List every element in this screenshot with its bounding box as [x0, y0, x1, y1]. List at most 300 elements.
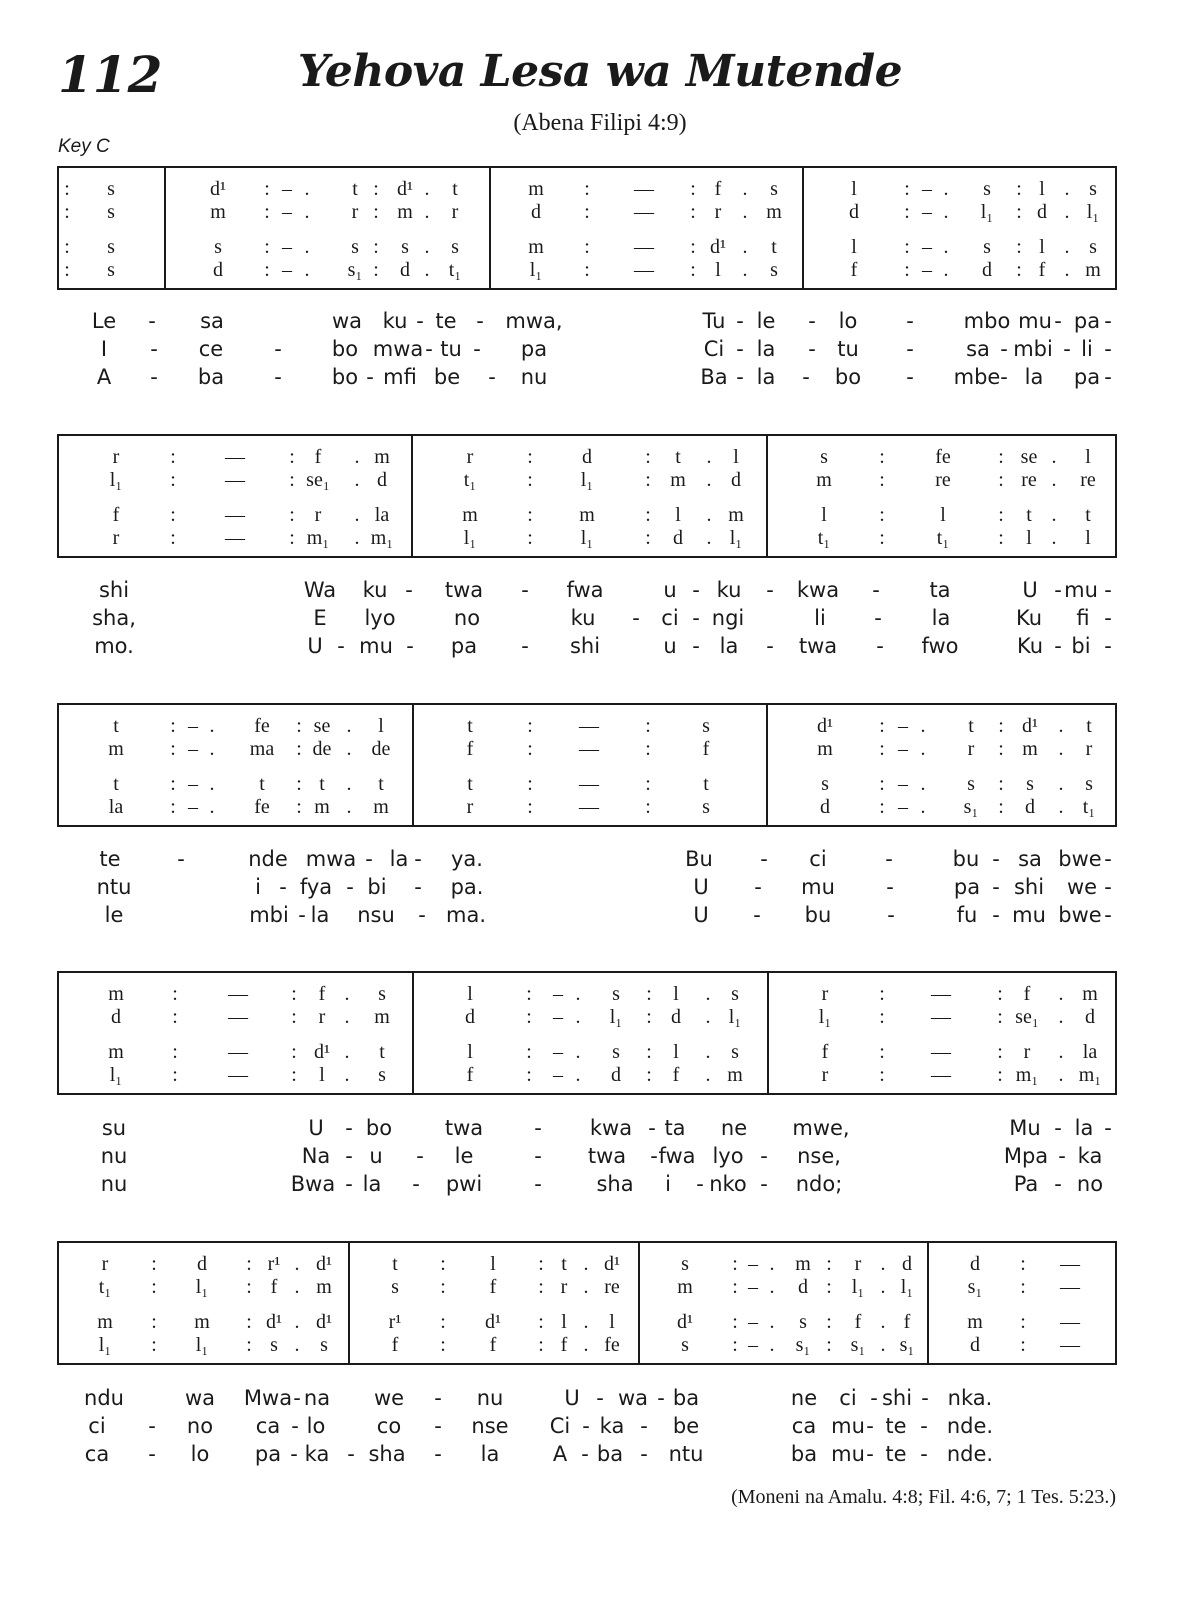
- syllable-hyphen: -: [148, 1414, 156, 1438]
- syllable-hyphen: -: [1104, 309, 1112, 333]
- syllable-hyphen: -: [760, 847, 768, 871]
- solfa-note: .: [880, 1311, 886, 1333]
- solfa-note: —: [579, 796, 599, 818]
- solfa-note: m: [795, 1253, 811, 1275]
- lyric-syllable: twa: [444, 1116, 484, 1140]
- voice-row: [59, 178, 1119, 200]
- lyric-syllable: la: [719, 634, 739, 658]
- solfa-note: :: [997, 1041, 1003, 1063]
- solfa-note: l: [675, 504, 681, 526]
- solfa-note: .: [1051, 446, 1057, 468]
- solfa-note: .: [209, 796, 215, 818]
- solfa-note: d: [611, 1064, 621, 1086]
- solfa-note: s: [107, 201, 115, 223]
- solfa-note: r: [351, 201, 359, 223]
- solfa-note: :: [645, 469, 651, 491]
- lyric-syllable: i: [665, 1172, 671, 1196]
- lyric-syllable: wa: [331, 309, 363, 333]
- solfa-note: s: [770, 178, 778, 200]
- solfa-note: —: [228, 1064, 248, 1086]
- lyric-syllable: shi: [881, 1386, 913, 1410]
- syllable-hyphen: -: [692, 606, 700, 630]
- footnote: (Moneni na Amalu. 4:8; Fil. 4:6, 7; 1 Tes. 5:23.): [731, 1486, 1116, 1508]
- lyric-syllable: Bu: [685, 847, 713, 871]
- solfa-note: m: [374, 1006, 390, 1028]
- syllable-hyphen: -: [488, 365, 496, 389]
- lyric-syllable: le: [104, 903, 124, 927]
- solfa-note: .: [1058, 1006, 1064, 1028]
- solfa-note: m: [108, 738, 124, 760]
- solfa-note: :: [289, 469, 295, 491]
- lyric-syllable: nko: [709, 1172, 747, 1196]
- solfa-note: :: [246, 1253, 252, 1275]
- lyric-syllable: mu: [831, 1414, 865, 1438]
- solfa-note: .: [1058, 983, 1064, 1005]
- solfa-note: d: [1037, 201, 1047, 223]
- solfa-note: f: [466, 738, 474, 760]
- solfa-note: .: [294, 1276, 300, 1298]
- solfa-note: f: [391, 1334, 399, 1356]
- lyric-line: [0, 845, 1200, 873]
- solfa-note: :: [526, 1006, 532, 1028]
- solfa-note: .: [742, 201, 748, 223]
- solfa-note: .: [304, 236, 310, 258]
- lyric-syllable: ci: [839, 1386, 857, 1410]
- syllable-hyphen: -: [1104, 903, 1112, 927]
- solfa-note: m: [373, 796, 389, 818]
- solfa-note: —: [225, 527, 245, 549]
- solfa-note: .: [294, 1253, 300, 1275]
- solfa-note: .: [705, 983, 711, 1005]
- solfa-note: :: [645, 446, 651, 468]
- solfa-note: d¹: [710, 236, 726, 258]
- solfa-note: .: [1058, 796, 1064, 818]
- solfa-note: m: [210, 201, 226, 223]
- lyric-syllable: la: [480, 1442, 500, 1466]
- solfa-note: .: [583, 1334, 589, 1356]
- lyric-syllable: pa: [254, 1442, 282, 1466]
- solfa-note: :: [170, 504, 176, 526]
- solfa-note: :: [538, 1276, 544, 1298]
- solfa-note: fe: [935, 446, 951, 468]
- solfa-note: d: [673, 527, 683, 549]
- lyric-syllable: mu: [831, 1442, 865, 1466]
- solfa-note: :: [296, 715, 302, 737]
- solfa-note: d¹: [316, 1253, 332, 1275]
- solfa-note: :: [527, 738, 533, 760]
- solfa-note: :: [997, 1064, 1003, 1086]
- solfa-note: :: [246, 1334, 252, 1356]
- syllable-hyphen: -: [476, 309, 484, 333]
- solfa-note: d: [902, 1253, 912, 1275]
- solfa-note: d: [531, 201, 541, 223]
- solfa-note: m₁: [1078, 1064, 1102, 1086]
- lyric-syllable: kwa: [589, 1116, 633, 1140]
- syllable-hyphen: -: [866, 1442, 874, 1466]
- syllable-hyphen: -: [736, 309, 744, 333]
- syllable-hyphen: -: [640, 1442, 648, 1466]
- solfa-note: .: [769, 1311, 775, 1333]
- solfa-note: .: [304, 178, 310, 200]
- syllable-hyphen: -: [473, 337, 481, 361]
- syllable-hyphen: -: [1054, 578, 1062, 602]
- lyric-syllable: lo: [306, 1414, 326, 1438]
- solfa-note: r¹: [388, 1311, 402, 1333]
- solfa-note: l: [1039, 236, 1045, 258]
- syllable-hyphen: -: [1104, 606, 1112, 630]
- solfa-note: d¹: [314, 1041, 330, 1063]
- lyric-syllable: mbi: [249, 903, 289, 927]
- solfa-note: s: [378, 1064, 386, 1086]
- lyric-syllable: li: [1081, 337, 1093, 361]
- solfa-note: m: [108, 983, 124, 1005]
- solfa-note: l₁: [529, 259, 543, 281]
- lyric-syllable: lyo: [364, 606, 396, 630]
- lyric-syllable: la: [362, 1172, 382, 1196]
- solfa-note: :: [645, 738, 651, 760]
- syllable-hyphen: -: [920, 1442, 928, 1466]
- solfa-note: :: [64, 236, 70, 258]
- lyric-syllable: co: [376, 1414, 402, 1438]
- solfa-note: m: [967, 1311, 983, 1333]
- solfa-note: l: [1026, 527, 1032, 549]
- solfa-note: d: [798, 1276, 808, 1298]
- solfa-note: :: [527, 504, 533, 526]
- solfa-note: t: [968, 715, 974, 737]
- solfa-note: —: [931, 1064, 951, 1086]
- solfa-note: :: [291, 1006, 297, 1028]
- solfa-note: m: [817, 738, 833, 760]
- solfa-note: —: [225, 446, 245, 468]
- lyric-syllable: tu: [440, 337, 462, 361]
- syllable-hyphen: -: [1000, 365, 1008, 389]
- solfa-note: l₁: [195, 1334, 209, 1356]
- lyric-syllable: kwa: [796, 578, 840, 602]
- syllable-hyphen: -: [1104, 634, 1112, 658]
- solfa-note: :: [170, 773, 176, 795]
- solfa-note: t: [1086, 715, 1092, 737]
- lyric-syllable: te: [99, 847, 121, 871]
- solfa-note: .: [346, 738, 352, 760]
- syllable-hyphen: -: [274, 337, 282, 361]
- solfa-note: s₁: [963, 796, 979, 818]
- solfa-note: .: [880, 1334, 886, 1356]
- solfa-note: d¹: [1022, 715, 1038, 737]
- lyric-syllable: shi: [1013, 875, 1045, 899]
- solfa-note: m: [1082, 983, 1098, 1005]
- solfa-note: —: [225, 504, 245, 526]
- lyric-syllable: sa: [200, 309, 224, 333]
- solfa-note: :: [264, 201, 270, 223]
- solfa-note: d¹: [604, 1253, 620, 1275]
- lyric-syllable: mu: [359, 634, 393, 658]
- solfa-note: :: [998, 715, 1004, 737]
- lyric-syllable: U: [307, 634, 323, 658]
- solfa-note: :: [527, 527, 533, 549]
- lyric-line: [0, 632, 1200, 660]
- syllable-hyphen: -: [808, 309, 816, 333]
- lyric-syllable: ngi: [711, 606, 745, 630]
- solfa-note: :: [172, 983, 178, 1005]
- syllable-hyphen: -: [1054, 634, 1062, 658]
- lyric-syllable: su: [101, 1116, 127, 1140]
- lyric-syllable: ku: [362, 578, 388, 602]
- solfa-note: :: [527, 446, 533, 468]
- solfa-note: .: [1058, 1064, 1064, 1086]
- syllable-hyphen: -: [802, 365, 810, 389]
- lyric-syllable: bwe: [1058, 847, 1102, 871]
- solfa-note: –: [553, 983, 563, 1005]
- lyric-syllable: Ba: [700, 365, 728, 389]
- solfa-note: s: [702, 715, 710, 737]
- solfa-note: f: [672, 1064, 680, 1086]
- solfa-note: s: [821, 773, 829, 795]
- solfa-note: l: [821, 504, 827, 526]
- solfa-note: l: [561, 1311, 567, 1333]
- syllable-hyphen: -: [876, 634, 884, 658]
- syllable-hyphen: -: [412, 1172, 420, 1196]
- solfa-note: f: [318, 983, 326, 1005]
- score-system: [57, 1241, 1117, 1365]
- solfa-note: s: [983, 178, 991, 200]
- syllable-hyphen: -: [906, 337, 914, 361]
- solfa-note: d: [671, 1006, 681, 1028]
- lyric-syllable: A: [96, 365, 112, 389]
- lyric-syllable: u: [369, 1144, 383, 1168]
- lyric-syllable: ya.: [451, 847, 483, 871]
- lyric-syllable: Ci: [703, 337, 725, 361]
- lyric-syllable: tu: [837, 337, 859, 361]
- solfa-note: r: [318, 1006, 326, 1028]
- syllable-hyphen: -: [345, 1144, 353, 1168]
- solfa-note: :: [246, 1311, 252, 1333]
- solfa-note: :: [170, 715, 176, 737]
- solfa-note: :: [440, 1253, 446, 1275]
- solfa-note: :: [526, 1064, 532, 1086]
- lyric-syllable: ka: [599, 1414, 625, 1438]
- voice-row: [59, 446, 1119, 468]
- syllable-hyphen: -: [521, 634, 529, 658]
- solfa-note: .: [769, 1253, 775, 1275]
- voice-row: [59, 1253, 1119, 1275]
- solfa-note: –: [922, 259, 932, 281]
- lyric-syllable: te: [435, 309, 457, 333]
- lyric-syllable: Tu: [702, 309, 726, 333]
- lyric-syllable: mwe,: [792, 1116, 850, 1140]
- solfa-note: s: [799, 1311, 807, 1333]
- solfa-note: de: [312, 738, 332, 760]
- solfa-note: –: [748, 1253, 758, 1275]
- solfa-note: f: [560, 1334, 568, 1356]
- solfa-note: fe: [254, 796, 270, 818]
- lyric-syllable: ta: [664, 1116, 686, 1140]
- syllable-hyphen: -: [1054, 1172, 1062, 1196]
- solfa-note: :: [998, 469, 1004, 491]
- solfa-note: m: [728, 504, 744, 526]
- lyric-syllable: ba: [596, 1442, 624, 1466]
- solfa-note: .: [344, 1041, 350, 1063]
- solfa-note: de: [371, 738, 391, 760]
- solfa-note: t: [452, 178, 458, 200]
- solfa-note: d: [1085, 1006, 1095, 1028]
- solfa-note: r: [821, 983, 829, 1005]
- solfa-note: t: [378, 773, 384, 795]
- lyric-syllable: we: [1066, 875, 1098, 899]
- lyric-syllable: Pa: [1013, 1172, 1039, 1196]
- lyric-syllable: pa: [520, 337, 548, 361]
- solfa-note: f: [714, 178, 722, 200]
- solfa-note: m: [1022, 738, 1038, 760]
- syllable-hyphen: -: [650, 1144, 658, 1168]
- solfa-note: :: [151, 1276, 157, 1298]
- solfa-note: m: [314, 796, 330, 818]
- syllable-hyphen: -: [736, 365, 744, 389]
- solfa-note: s: [731, 983, 739, 1005]
- solfa-note: t₁: [1082, 796, 1096, 818]
- solfa-note: .: [354, 504, 360, 526]
- solfa-note: :: [296, 738, 302, 760]
- syllable-hyphen: -: [596, 1386, 604, 1410]
- lyric-syllable: mu: [1064, 578, 1098, 602]
- solfa-note: :: [879, 1006, 885, 1028]
- solfa-note: :: [440, 1334, 446, 1356]
- solfa-note: .: [583, 1253, 589, 1275]
- voice-row: [59, 201, 1119, 223]
- solfa-note: d: [197, 1253, 207, 1275]
- lyric-syllable: lo: [190, 1442, 210, 1466]
- solfa-note: m: [528, 178, 544, 200]
- solfa-note: r: [466, 446, 474, 468]
- lyric-line: [0, 873, 1200, 901]
- solfa-note: :: [904, 259, 910, 281]
- solfa-note: s: [1085, 773, 1093, 795]
- lyric-syllable: nse: [471, 1414, 509, 1438]
- solfa-note: l₁: [609, 1006, 623, 1028]
- syllable-hyphen: -: [1104, 1116, 1112, 1140]
- lyric-syllable: la: [310, 903, 330, 927]
- solfa-note: s₁: [850, 1334, 866, 1356]
- solfa-note: :: [826, 1253, 832, 1275]
- solfa-note: r: [314, 504, 322, 526]
- solfa-note: –: [282, 201, 292, 223]
- voice-row: [59, 527, 1119, 549]
- solfa-note: :: [645, 715, 651, 737]
- solfa-note: .: [706, 446, 712, 468]
- syllable-hyphen: -: [1104, 337, 1112, 361]
- solfa-note: f: [489, 1334, 497, 1356]
- solfa-note: —: [634, 178, 654, 200]
- solfa-note: :: [172, 1006, 178, 1028]
- solfa-note: d¹: [316, 1311, 332, 1333]
- solfa-note: .: [1058, 715, 1064, 737]
- solfa-note: re: [1080, 469, 1096, 491]
- solfa-note: m: [462, 504, 478, 526]
- solfa-note: r: [714, 201, 722, 223]
- solfa-note: l₁: [818, 1006, 832, 1028]
- lyric-syllable: ndu: [84, 1386, 124, 1410]
- solfa-note: .: [920, 773, 926, 795]
- lyric-syllable: bo: [331, 337, 359, 361]
- solfa-note: t: [561, 1253, 567, 1275]
- syllable-hyphen: -: [920, 1414, 928, 1438]
- syllable-hyphen: -: [808, 337, 816, 361]
- solfa-note: .: [880, 1276, 886, 1298]
- lyric-syllable: bo: [365, 1116, 393, 1140]
- syllable-hyphen: -: [434, 1442, 442, 1466]
- solfa-note: :: [151, 1253, 157, 1275]
- score-system: [57, 703, 1117, 827]
- solfa-note: :: [296, 796, 302, 818]
- solfa-note: t: [467, 773, 473, 795]
- solfa-note: r: [560, 1276, 568, 1298]
- solfa-note: :: [904, 178, 910, 200]
- solfa-note: :: [826, 1311, 832, 1333]
- solfa-note: :: [170, 738, 176, 760]
- solfa-note: f: [702, 738, 710, 760]
- solfa-note: .: [943, 201, 949, 223]
- solfa-note: .: [880, 1253, 886, 1275]
- solfa-note: :: [172, 1041, 178, 1063]
- lyric-line: [0, 1412, 1200, 1440]
- solfa-note: –: [282, 259, 292, 281]
- lyric-syllable: bu: [804, 903, 832, 927]
- lyric-syllable: le: [756, 309, 776, 333]
- syllable-hyphen: -: [640, 1414, 648, 1438]
- syllable-hyphen: -: [1054, 1116, 1062, 1140]
- lyric-syllable: Ku: [1016, 634, 1044, 658]
- solfa-note: l₁: [580, 527, 594, 549]
- solfa-note: .: [575, 1041, 581, 1063]
- solfa-note: :: [151, 1334, 157, 1356]
- syllable-hyphen: -: [632, 606, 640, 630]
- lyric-syllable: la: [1024, 365, 1044, 389]
- key-label: Key C: [58, 136, 110, 157]
- solfa-note: m: [374, 446, 390, 468]
- lyric-syllable: mwa,: [505, 309, 563, 333]
- solfa-note: :: [645, 504, 651, 526]
- lyric-syllable: la: [1074, 1116, 1094, 1140]
- solfa-note: r: [466, 796, 474, 818]
- solfa-note: —: [228, 1041, 248, 1063]
- solfa-note: re: [935, 469, 951, 491]
- solfa-note: s: [770, 259, 778, 281]
- solfa-note: –: [188, 715, 198, 737]
- solfa-note: –: [282, 178, 292, 200]
- solfa-note: l: [673, 983, 679, 1005]
- solfa-note: –: [922, 201, 932, 223]
- solfa-note: f: [903, 1311, 911, 1333]
- solfa-note: :: [645, 527, 651, 549]
- solfa-note: :: [646, 1041, 652, 1063]
- lyric-syllable: ce: [198, 337, 224, 361]
- lyric-syllable: U: [308, 1116, 324, 1140]
- solfa-note: s: [681, 1253, 689, 1275]
- solfa-note: —: [579, 738, 599, 760]
- solfa-note: :: [1016, 201, 1022, 223]
- solfa-note: m: [97, 1311, 113, 1333]
- solfa-note: r: [821, 1064, 829, 1086]
- syllable-hyphen: -: [992, 903, 1000, 927]
- solfa-note: :: [289, 527, 295, 549]
- lyric-syllable: Ci: [549, 1414, 571, 1438]
- syllable-hyphen: -: [405, 578, 413, 602]
- lyric-syllable: U: [693, 903, 709, 927]
- solfa-note: t: [352, 178, 358, 200]
- solfa-note: d: [849, 201, 859, 223]
- lyric-syllable: ta: [929, 578, 951, 602]
- solfa-note: t: [703, 773, 709, 795]
- syllable-hyphen: -: [279, 875, 287, 899]
